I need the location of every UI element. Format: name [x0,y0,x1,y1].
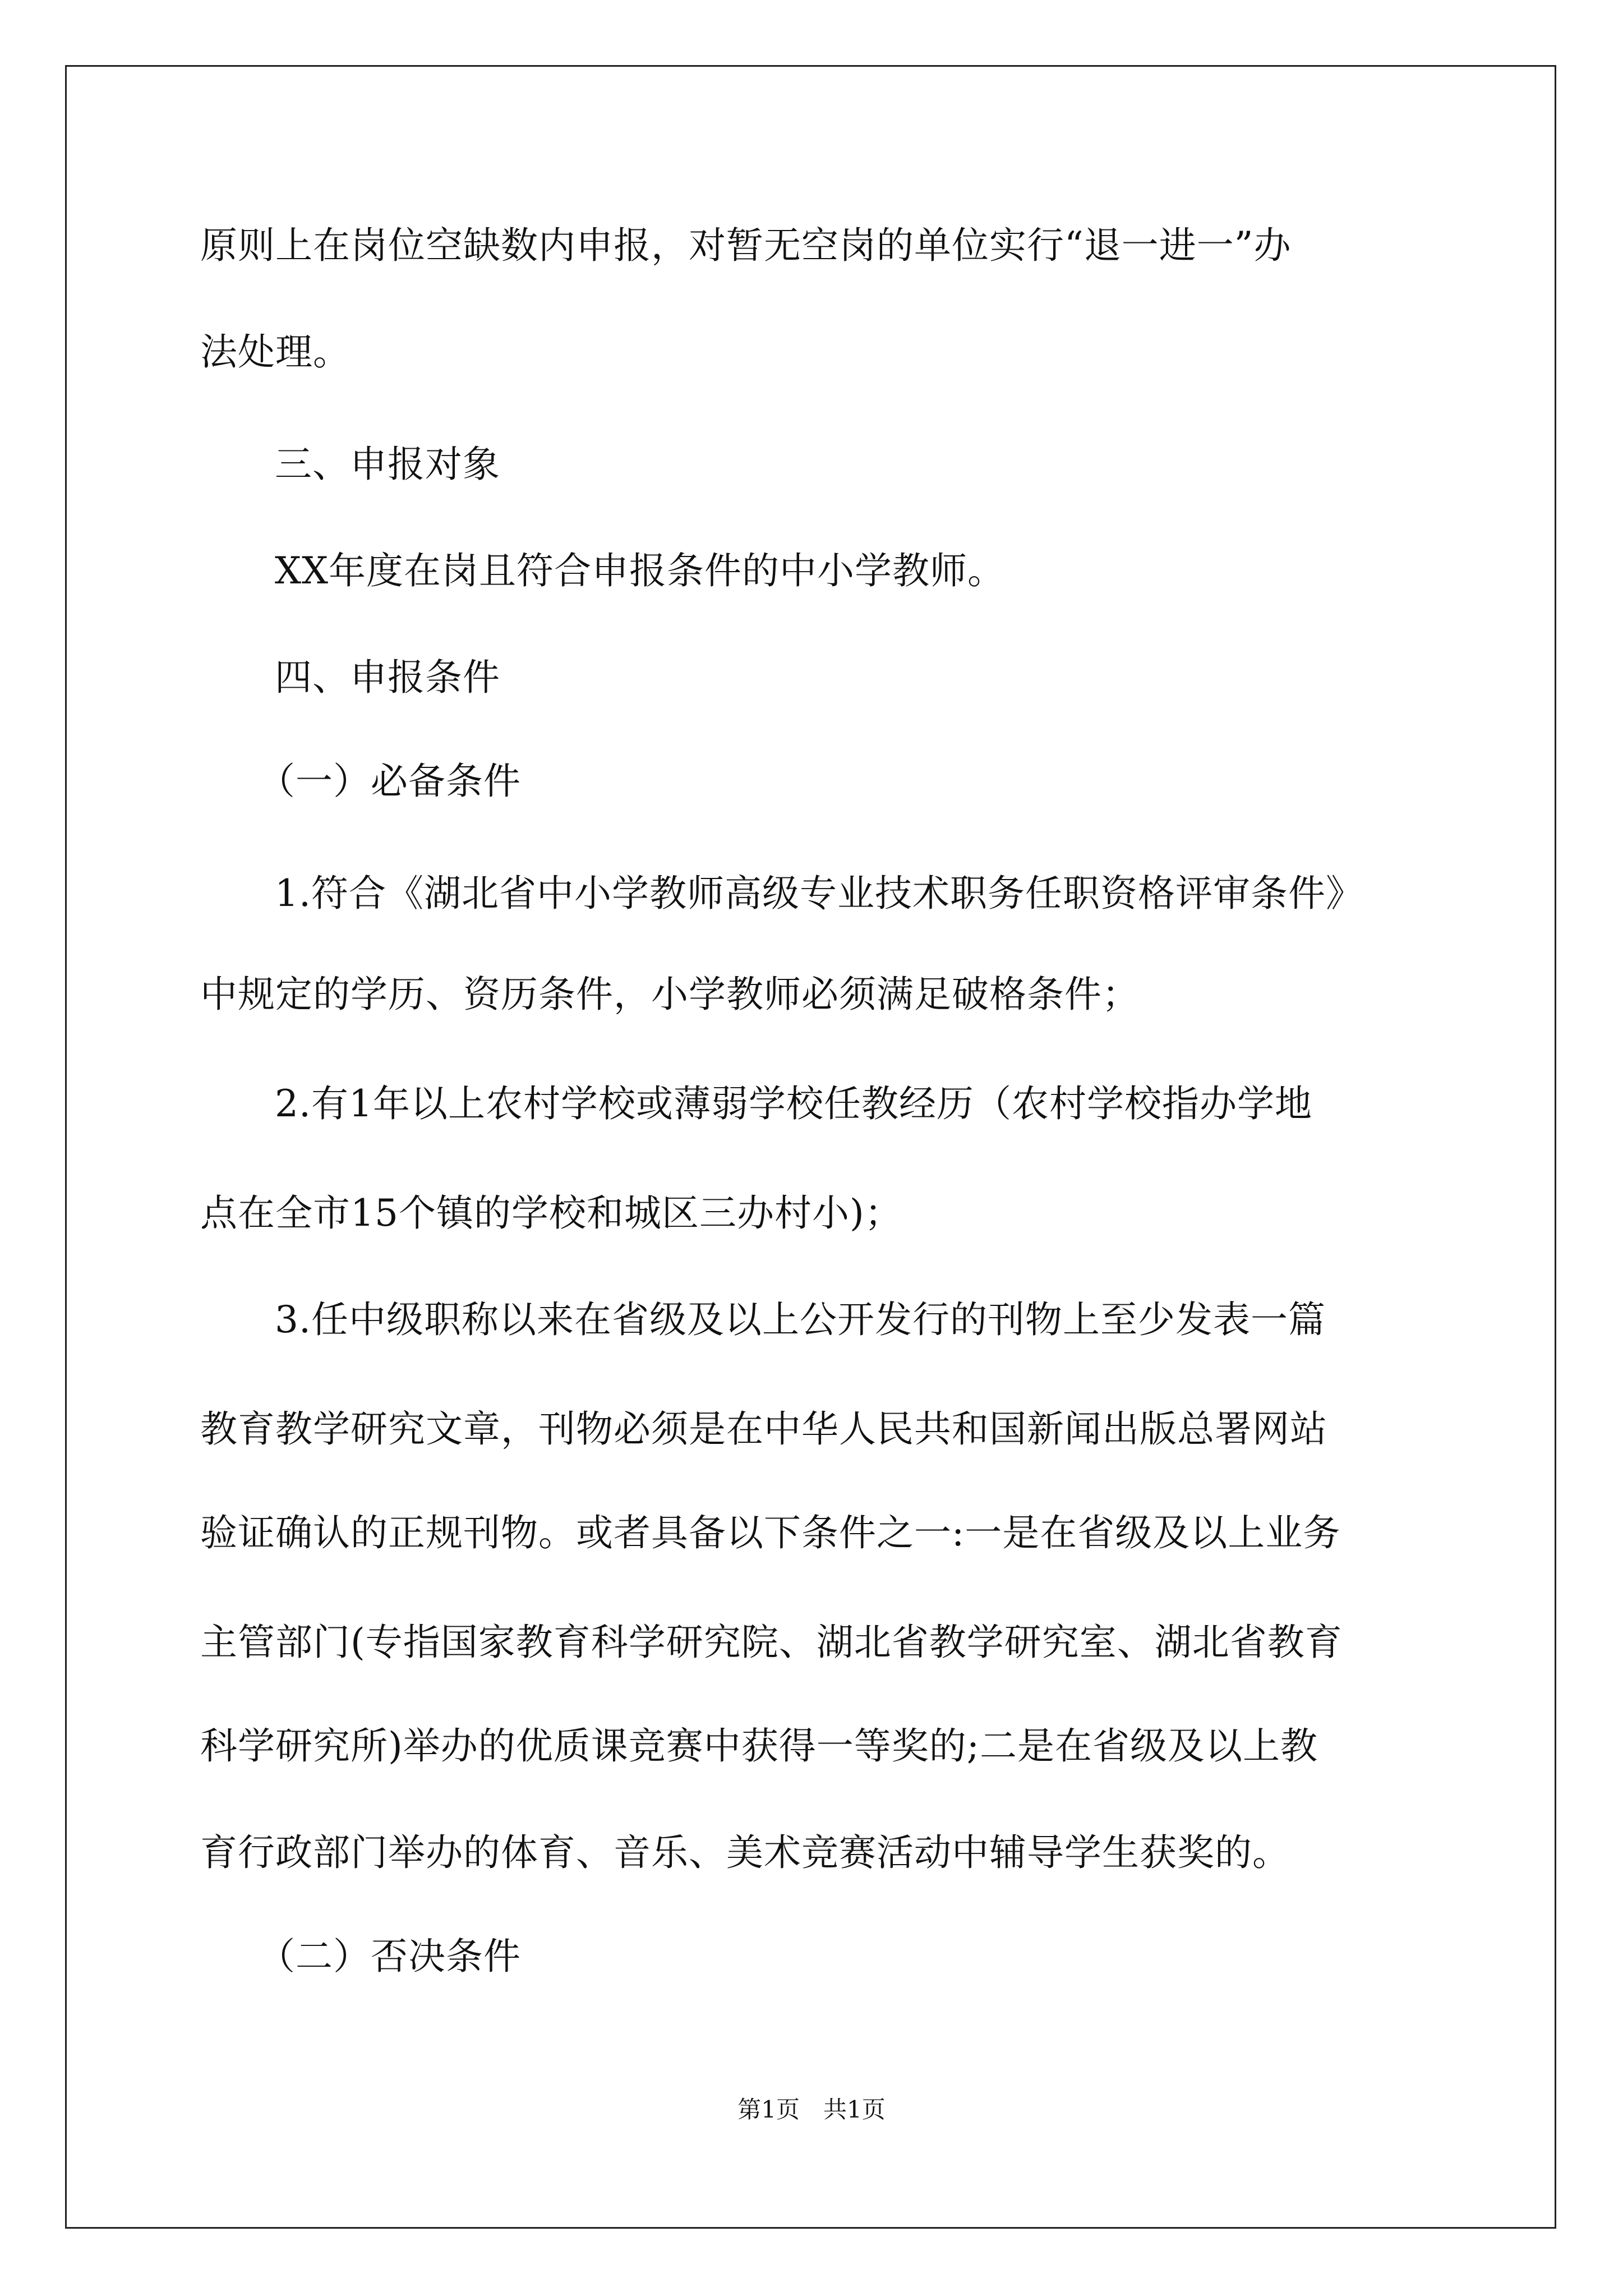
section-heading-4: 四、申报条件 [275,656,500,699]
section-heading-3: 三、申报对象 [275,443,500,486]
body-line: 验证确认的正规刊物。或者具备以下条件之一:一是在省级及以上业务 [200,1511,1341,1554]
body-line: 原则上在岗位空缺数内申报，对暂无空岗的单位实行“退一进一”办 [200,224,1292,267]
body-line: 中规定的学历、资历条件，小学教师必须满足破格条件； [200,973,1140,1016]
body-line: 育行政部门举办的体育、音乐、美术竞赛活动中辅导学生获奖的。 [200,1831,1290,1874]
body-line: 3.任中级职称以来在省级及以上公开发行的刊物上至少发表一篇 [275,1298,1326,1341]
body-line: 1.符合《湖北省中小学教师高级专业技术职务任职资格评审条件》 [275,872,1363,915]
body-line: 教育教学研究文章，刊物必须是在中华人民共和国新闻出版总署网站 [200,1407,1327,1451]
body-line: 主管部门(专指国家教育科学研究院、湖北省教学研究室、湖北省教育 [200,1621,1343,1664]
body-line: 2.有1年以上农村学校或薄弱学校任教经历（农村学校指办学地 [275,1082,1312,1125]
subsection-heading-1: （一）必备条件 [258,760,521,803]
body-line: 点在全市15个镇的学校和城区三办村小)； [200,1191,902,1235]
page-footer: 第1页 共1页 [737,2096,886,2123]
subsection-heading-2: （二）否决条件 [258,1935,521,1978]
body-line: XX年度在岗且符合申报条件的中小学教师。 [275,549,1005,592]
body-line: 法处理。 [200,330,351,374]
body-line: 科学研究所)举办的优质课竞赛中获得一等奖的;二是在省级及以上教 [200,1724,1318,1768]
page-border [65,65,1556,2229]
